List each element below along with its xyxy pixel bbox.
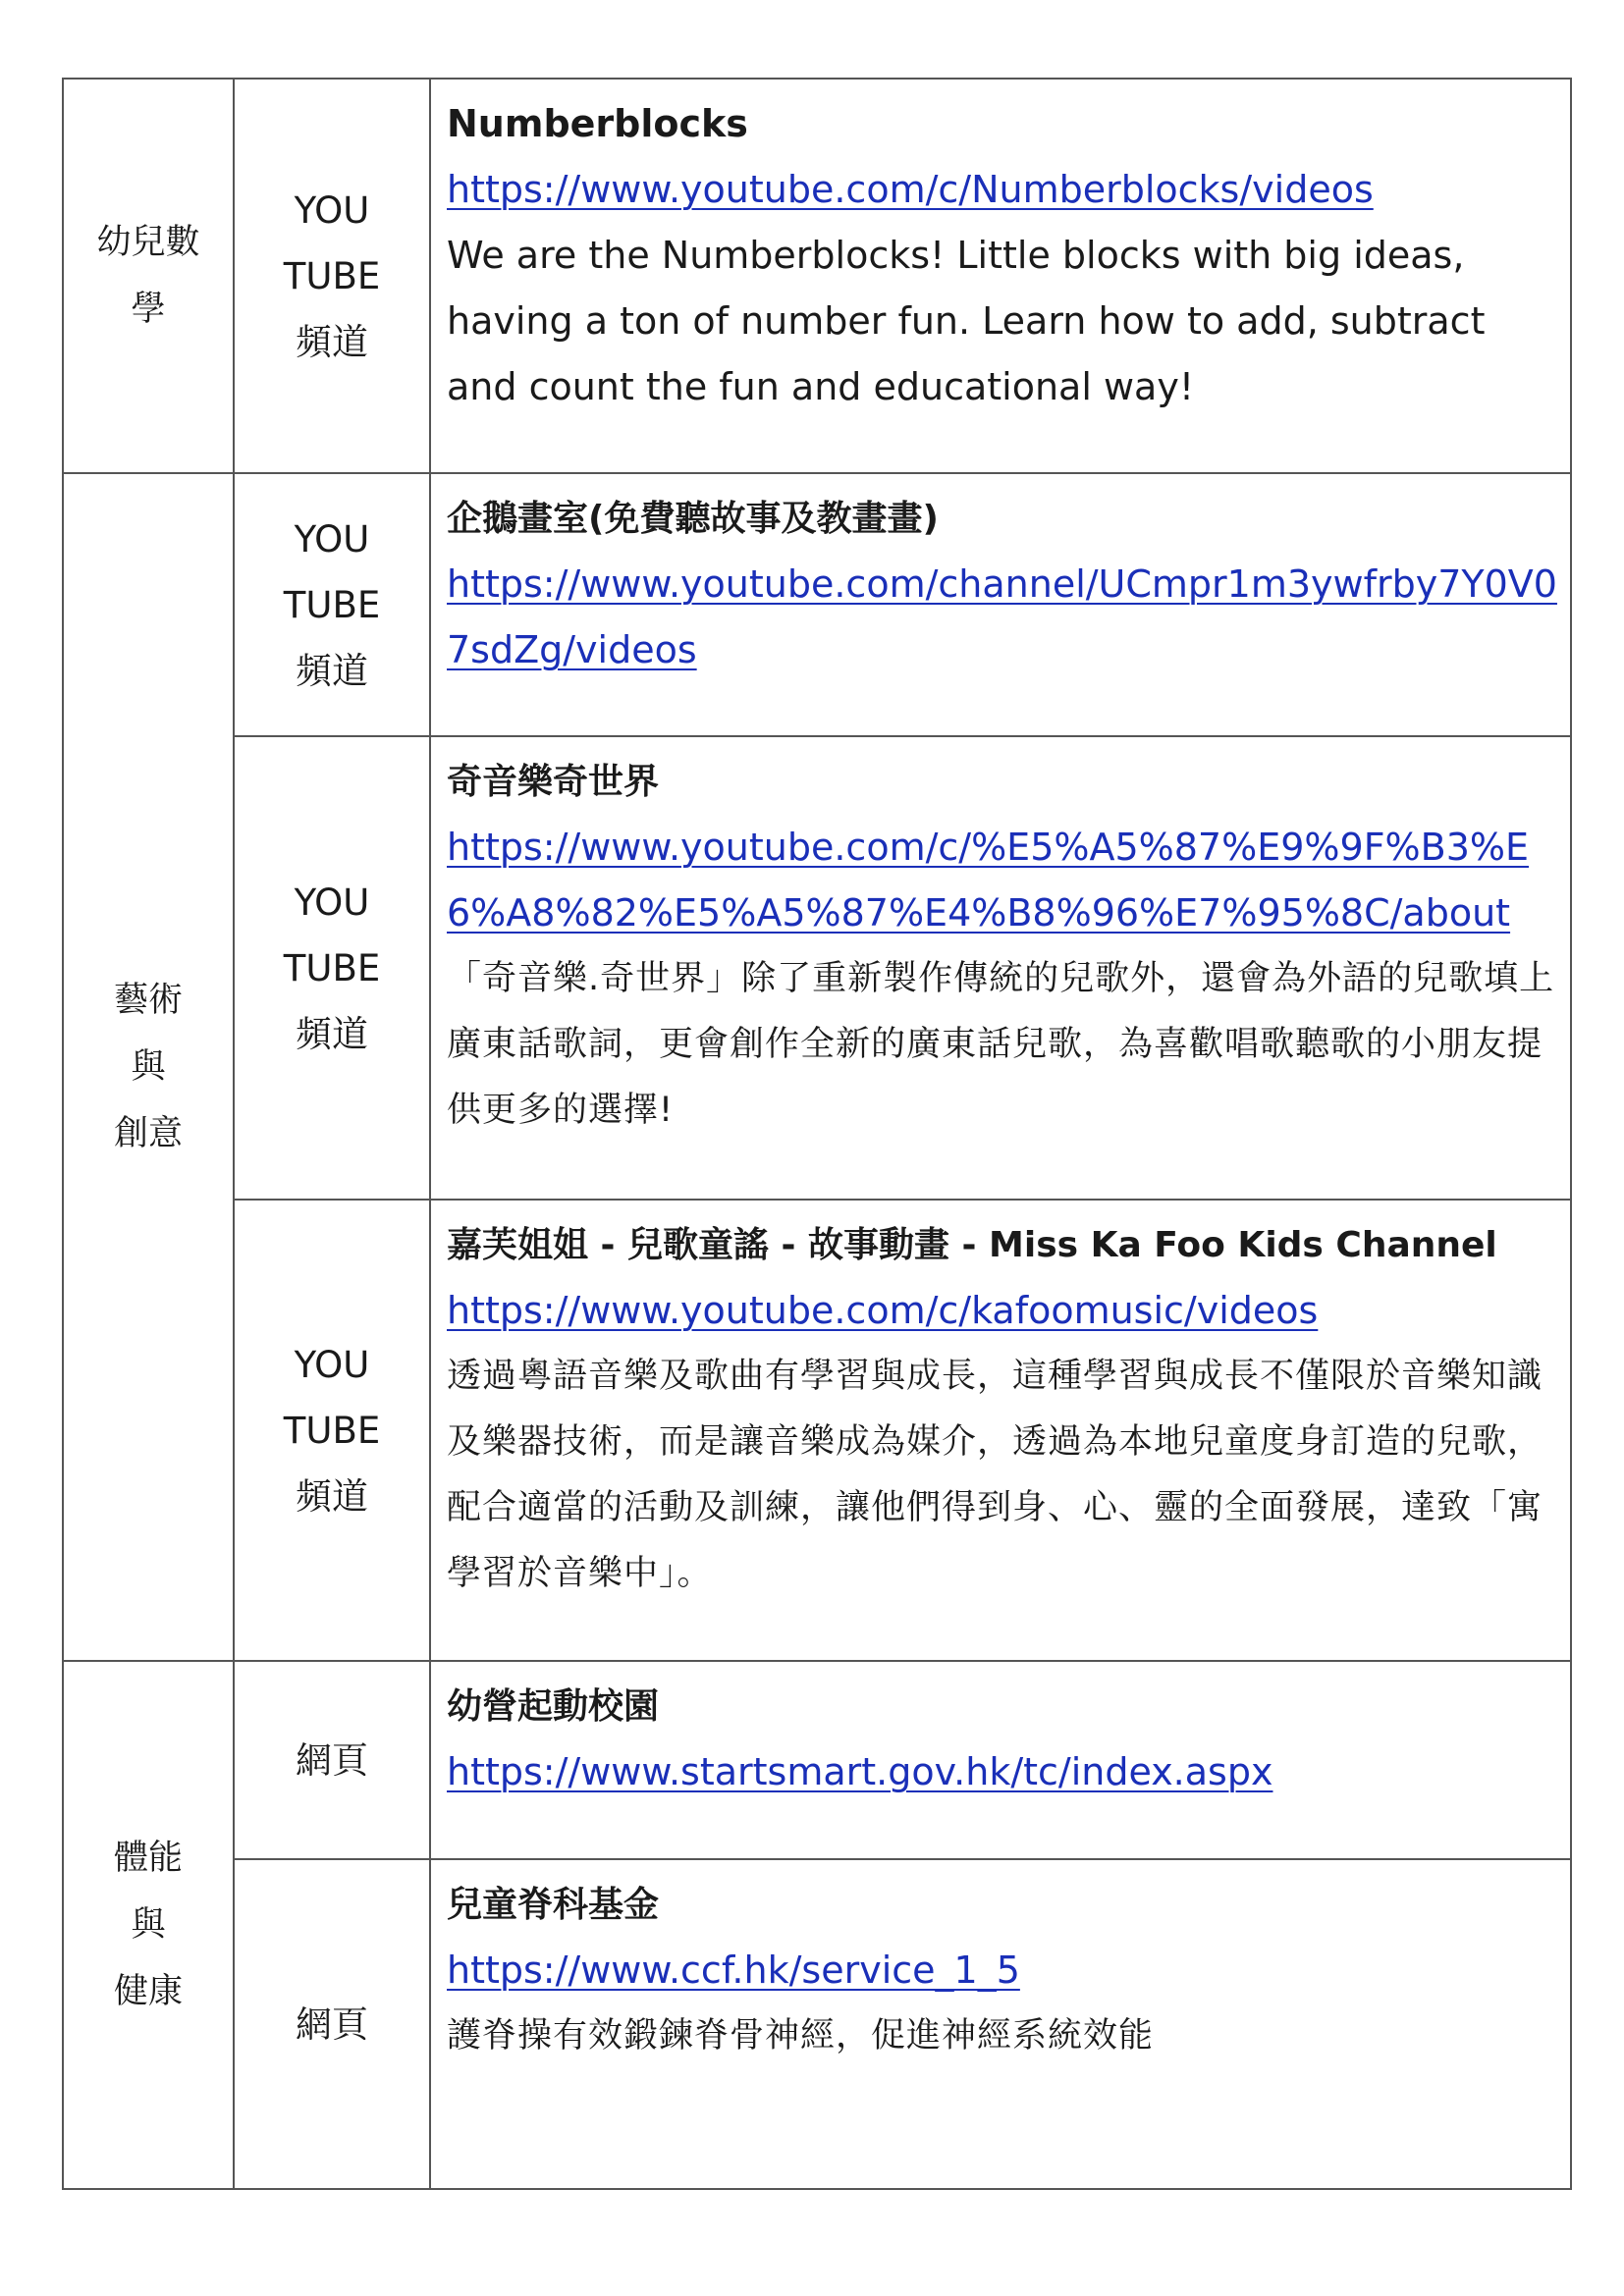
type-label: YOU [294,517,370,561]
content-cell [430,1859,1571,2189]
resource-title: 幼營起動校園 [447,1686,660,1727]
resource-description: We are the Numberblocks! Little blocks with big ideas, having a ton of number fun. Learn how to add, subtract and count the fun and educational way! [447,234,1486,408]
type-cell [234,79,430,473]
resource-table [62,78,1572,2190]
type-label: 網頁 [296,1738,368,1782]
type-cell [234,473,430,736]
type-label: TUBE [283,254,381,297]
resource-title: 企鵝畫室(免費聽故事及教畫畫) [447,499,939,539]
type-label: TUBE [283,583,381,626]
resource-title: 奇音樂奇世界 [447,762,660,802]
category-label: 體能 [113,1839,183,1878]
resource-description: 「奇音樂.奇世界」除了重新製作傳統的兒歌外，還會為外語的兒歌填上廣東話歌詞，更會創作全新的廣東話兒歌，為喜歡唱歌聽歌的小朋友提供更多的選擇! [447,959,1555,1130]
category-label: 與 [131,1905,166,1945]
resource-link[interactable]: https://www.youtube.com/c/%E5%A5%87%E9%9F%B3%E6%A8%82%E5%A5%87%E4%B8%96%E7%95%8C/about [447,826,1530,934]
type-label: YOU [294,881,370,924]
category-cell-arts [63,473,234,1661]
type-label: TUBE [283,946,381,989]
table-row [63,1859,1571,2189]
table-row [63,1200,1571,1661]
table-row [63,736,1571,1200]
type-label: 網頁 [296,2002,368,2046]
type-cell [234,1661,430,1859]
content-cell [430,736,1571,1200]
table-row [63,1661,1571,1859]
resource-link[interactable]: https://www.youtube.com/c/Numberblocks/videos [447,168,1374,211]
category-cell-health [63,1661,234,2189]
resource-link[interactable]: https://www.youtube.com/channel/UCmpr1m3ywfrby7Y0V07sdZg/videos [447,562,1557,671]
category-cell-math [63,79,234,473]
category-label: 創意 [113,1114,183,1153]
category-label: 與 [131,1047,166,1087]
type-label: YOU [294,188,370,232]
type-cell [234,1859,430,2189]
type-label: TUBE [283,1409,381,1452]
table-row [63,473,1571,736]
type-label: YOU [294,1343,370,1386]
type-label: 頻道 [296,649,368,692]
resource-description: 透過粵語音樂及歌曲有學習與成長，這種學習與成長不僅限於音樂知識及樂器技術，而是讓音樂成為媒介，透過為本地兒童度身訂造的兒歌，配合適當的活動及訓練，讓他們得到身、心、靈的全面發展，達致「寓學習於音樂中」。 [447,1357,1543,1593]
category-label: 學 [131,290,166,329]
type-label: 頻道 [296,1012,368,1055]
category-label: 幼兒數 [96,223,200,262]
table-row [63,79,1571,473]
content-cell [430,1661,1571,1859]
type-label: 頻道 [296,1474,368,1518]
type-label: 頻道 [296,320,368,363]
content-cell [430,1200,1571,1661]
category-label: 藝術 [113,981,183,1020]
type-cell [234,736,430,1200]
content-cell [430,473,1571,736]
type-cell [234,1200,430,1661]
resource-link[interactable]: https://www.ccf.hk/service_1_5 [447,1949,1020,1992]
resource-link[interactable]: https://www.startsmart.gov.hk/tc/index.aspx [447,1750,1273,1793]
resource-title: Numberblocks [447,102,748,145]
resource-link[interactable]: https://www.youtube.com/c/kafoomusic/videos [447,1289,1319,1332]
content-cell [430,79,1571,473]
category-label: 健康 [113,1972,183,2011]
resource-title: 兒童脊科基金 [447,1885,660,1925]
resource-description: 護脊操有效鍛鍊脊骨神經，促進神經系統效能 [447,2016,1155,2056]
resource-title: 嘉芙姐姐 - 兒歌童謠 - 故事動畫 - Miss Ka Foo Kids Channel [447,1225,1497,1265]
